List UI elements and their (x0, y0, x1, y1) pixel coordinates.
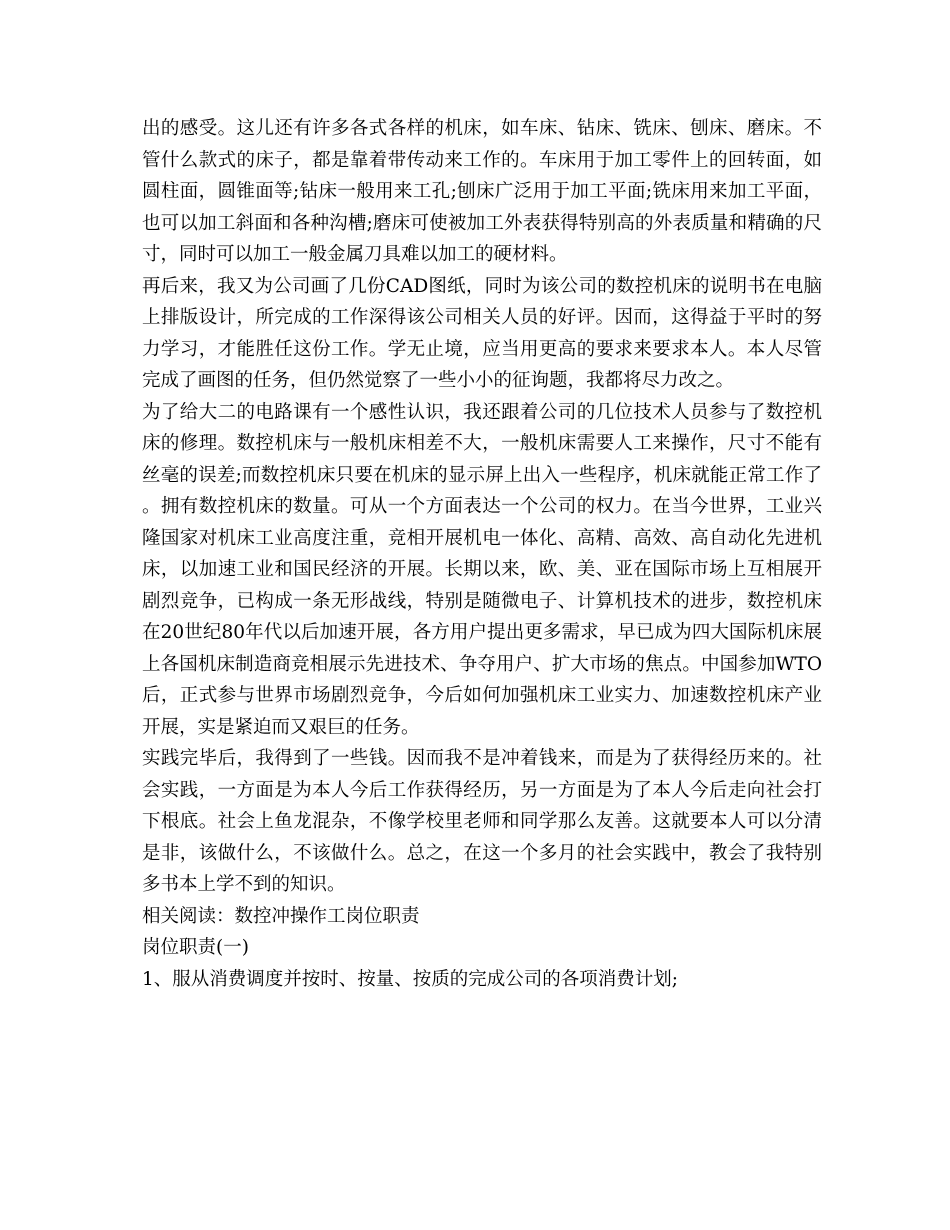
paragraph-cnc-repair: 为了给大二的电路课有一个感性认识，我还跟着公司的几位技术人员参与了数控机床的修理。数控机床与一般机床相差不大，一般机床需要人工来操作，尺寸不能有丝毫的误差;而数控机床只要在机床的显示屏上出入一些程序，机床就能正常工作了。拥有数控机床的数量。可从一个方面表达一个公司的权力。在当今世界，工业兴隆国家对机床工业高度注重，竞相开展机电一体化、高精、高效、高自动化先进机床，以加速工业和国民经济的开展。长期以来，欧、美、亚在国际市场上互相展开剧烈竞争，已构成一条无形战线，特别是随微电子、计算机技术的进步，数控机床在20世纪80年代以后加速开展，各方用户提出更多需求，早已成为四大国际机床展上各国机床制造商竞相展示先进技术、争夺用户、扩大市场的焦点。中国参加WTO后，正式参与世界市场剧烈竞争，今后如何加强机床工业实力、加速数控机床产业开展，实是紧迫而又艰巨的任务。 (142, 401, 822, 738)
paragraph-machine-tools: 出的感受。这儿还有许多各式各样的机床，如车床、钻床、铣床、刨床、磨床。不管什么款式的床子，都是靠着带传动来工作的。车床用于加工零件上的回转面，如圆柱面，圆锥面等;钻床一般用来工孔;刨床广泛用于加工平面;铣床用来加工平面，也可以加工斜面和各种沟槽;磨床可使被加工外表获得特别高的外表质量和精确的尺寸，同时可以加工一般金属刀具难以加工的硬材料。 (142, 118, 822, 265)
list-item-1: 1、服从消费调度并按时、按量、按质的完成公司的各项消费计划; (142, 968, 679, 990)
related-reading-line: 相关阅读：数控冲操作工岗位职责 (142, 905, 420, 927)
paragraph-practice-summary: 实践完毕后，我得到了一些钱。因而我不是冲着钱来，而是为了获得经历来的。社会实践，一方面是为本人今后工作获得经历，另一方面是为了本人今后走向社会打下根底。社会上鱼龙混杂，不像学校里老师和同学那么友善。这就要本人可以分清是非，该做什么，不该做什么。总之，在这一个多月的社会实践中，教会了我特别多书本上学不到的知识。 (142, 748, 822, 895)
document-body (142, 113, 822, 995)
section-heading: 岗位职责(一) (142, 937, 249, 958)
paragraph-cad-drawings: 再后来，我又为公司画了几份CAD图纸，同时为该公司的数控机床的说明书在电脑上排版设计，所完成的工作深得该公司相关人员的好评。因而，这得益于平时的努力学习，才能胜任这份工作。学无止境，应当用更高的要求来要求本人。本人尽管完成了画图的任务，但仍然觉察了一些小小的征询题，我都将尽力改之。 (142, 275, 822, 391)
